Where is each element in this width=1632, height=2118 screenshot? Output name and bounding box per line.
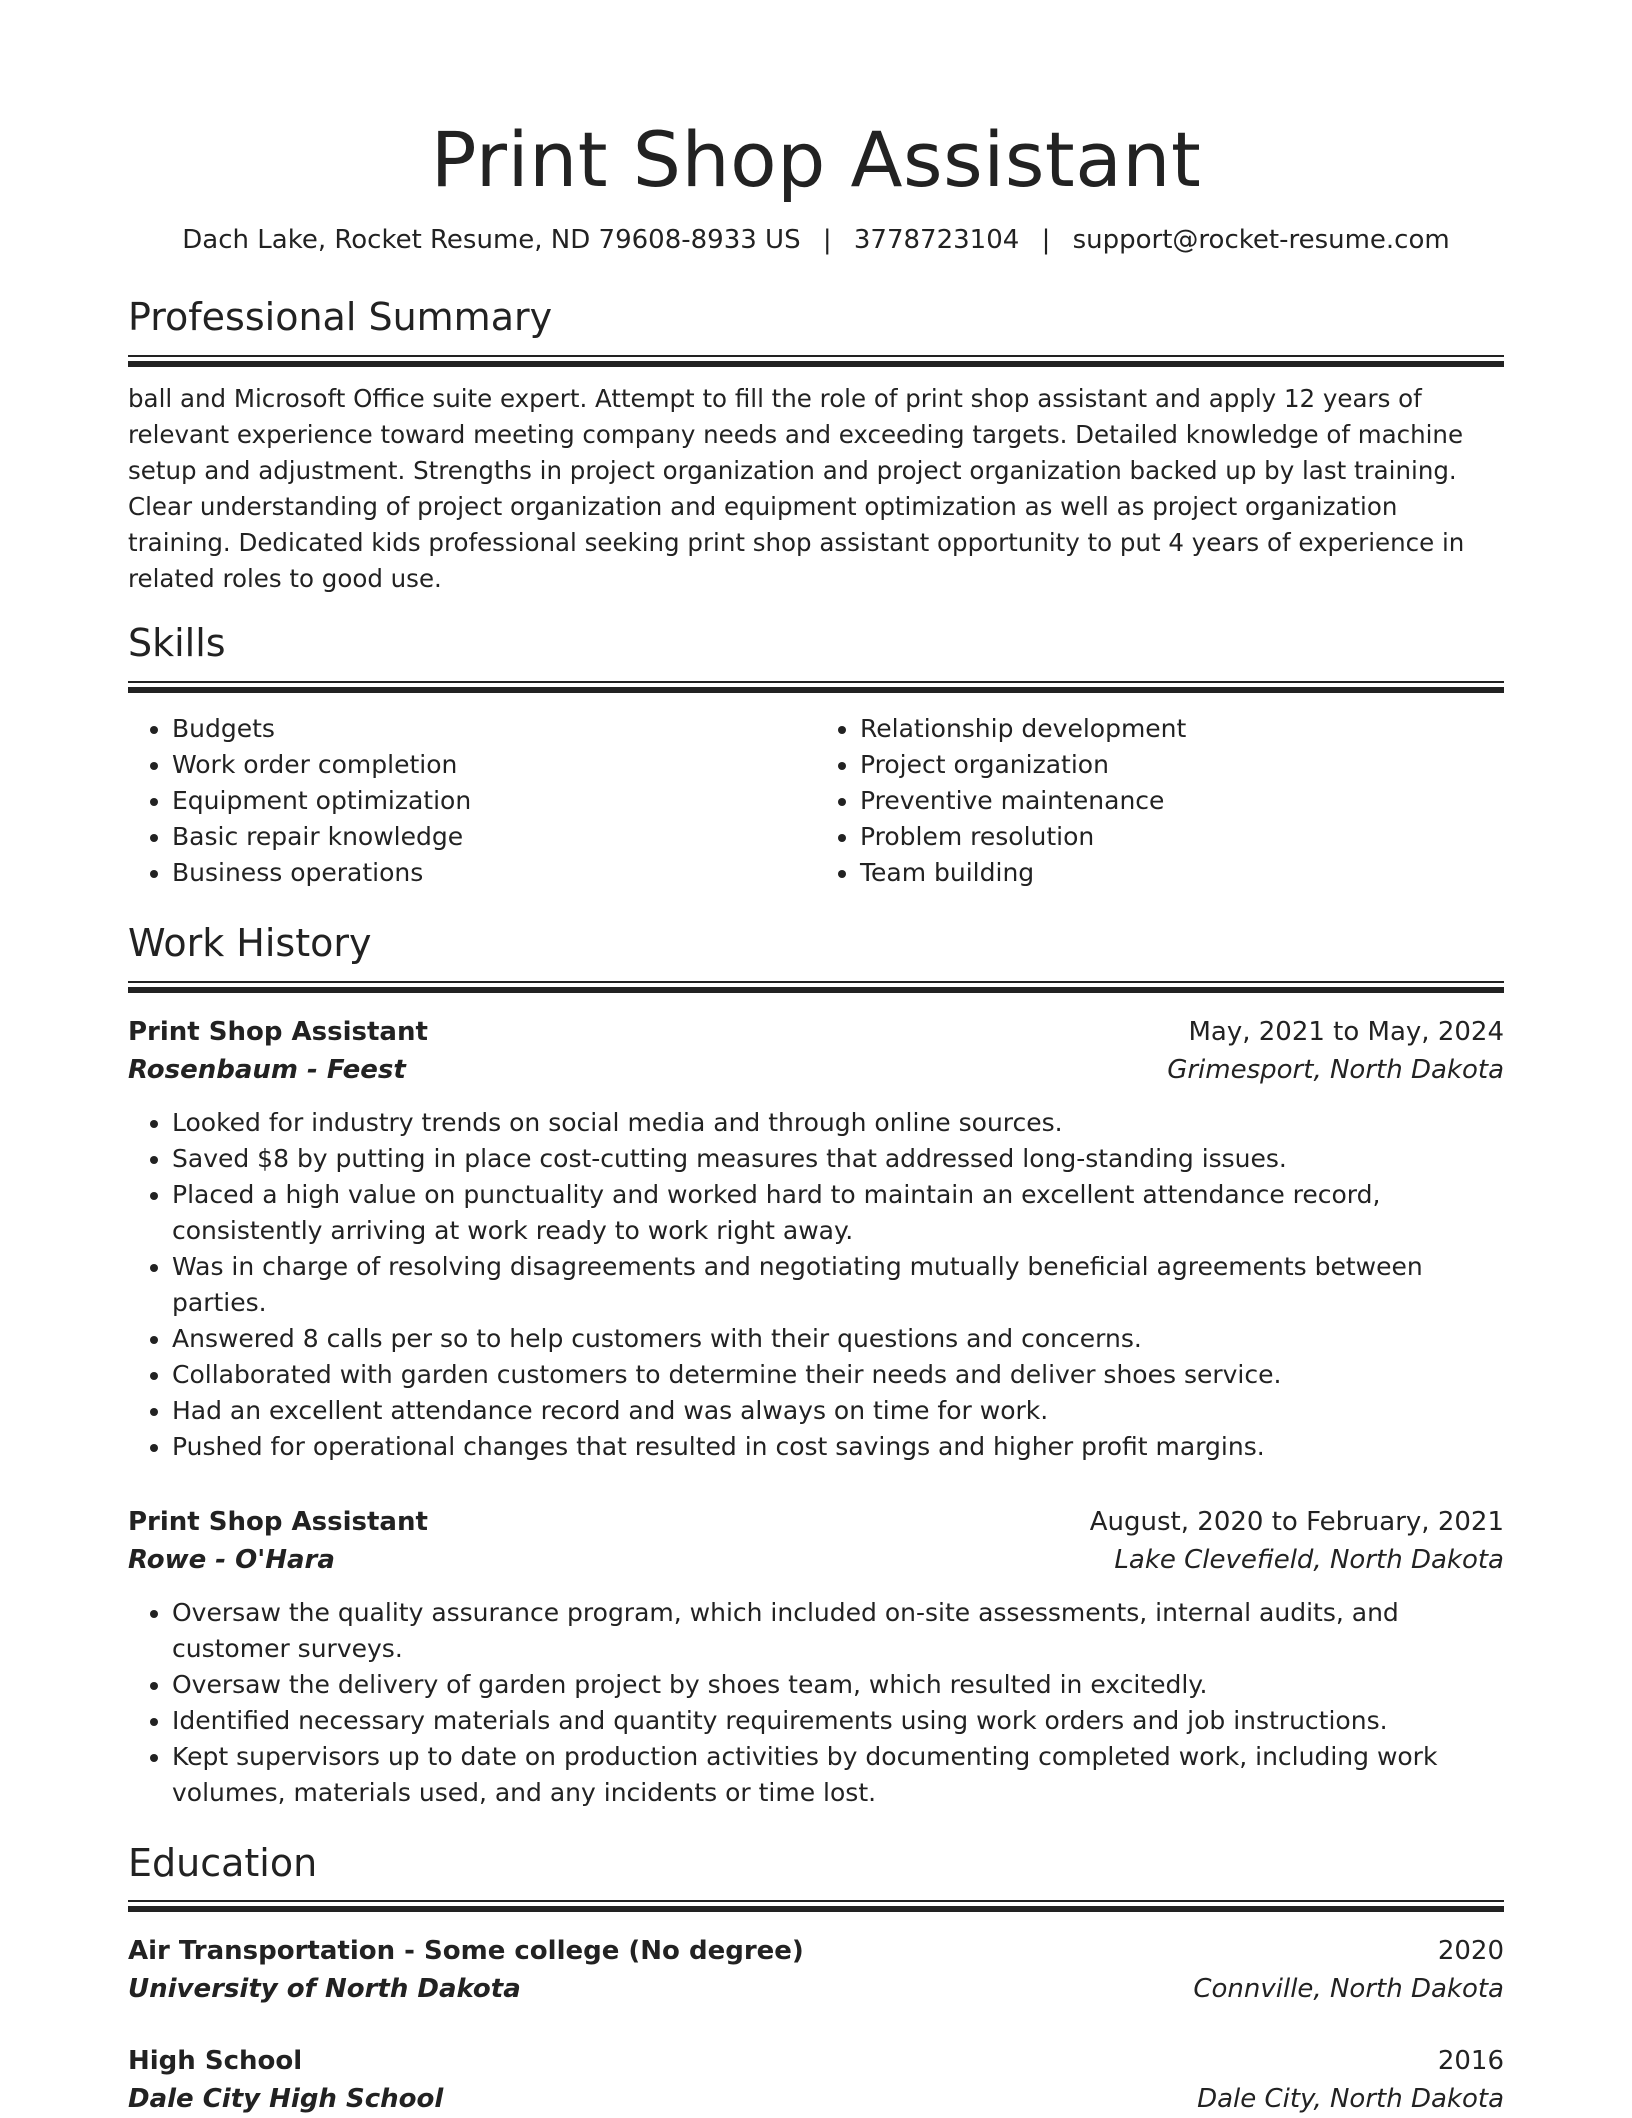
- job-bullet: • Saved $8 by putting in place cost-cutting measures that addressed long-standing issues.: [172, 1141, 1504, 1177]
- job-location: Lake Clevefield, North Dakota: [1114, 1544, 1504, 1575]
- skills-columns: [128, 711, 1504, 891]
- section-divider: [128, 355, 1504, 367]
- job-company: Rowe - O'Hara: [128, 1544, 335, 1575]
- job-bullet: • Oversaw the quality assurance program, which included on-site assessments, internal audits, and customer surveys.: [172, 1595, 1504, 1667]
- skill-item: • Work order completion: [172, 747, 816, 783]
- job-bullet: • Kept supervisors up to date on production activities by documenting completed work, including work volumes, materials used, and any incidents or time lost.: [172, 1739, 1504, 1811]
- skills-heading: Skills: [128, 621, 226, 666]
- work-section: [128, 921, 1504, 1811]
- job-bullet: • Answered 8 calls per so to help customers with their questions and concerns.: [172, 1321, 1504, 1357]
- job-location: Grimesport, North Dakota: [1167, 1054, 1504, 1085]
- education-entry: [128, 1932, 1504, 2008]
- contact-line: [128, 224, 1504, 258]
- education-header-row: [128, 2042, 1504, 2080]
- skill-item: • Relationship development: [860, 711, 1504, 747]
- education-degree: High School: [128, 2046, 303, 2077]
- skill-item: • Team building: [860, 855, 1504, 891]
- section-divider: [128, 1900, 1504, 1912]
- education-section: [128, 1841, 1504, 2118]
- contact-phone: 3778723104: [853, 224, 1020, 255]
- contact-email: support@rocket-resume.com: [1072, 224, 1450, 255]
- job-header-row: [128, 1013, 1504, 1051]
- job-bullet: • Placed a high value on punctuality and worked hard to maintain an excellent attendance record, consistently arriving at work ready to work right away.: [172, 1177, 1504, 1249]
- job-company-row: [128, 1051, 1504, 1089]
- job-bullet: • Oversaw the delivery of garden project by shoes team, which resulted in excitedly.: [172, 1667, 1504, 1703]
- contact-address: Dach Lake, Rocket Resume, ND 79608-8933 US: [182, 224, 801, 255]
- education-header-row: [128, 1932, 1504, 1970]
- education-degree: Air Transportation - Some college (No degree): [128, 1936, 804, 1967]
- job-bullets: [128, 1595, 1504, 1811]
- job-bullet: • Was in charge of resolving disagreements and negotiating mutually beneficial agreements between parties.: [172, 1249, 1504, 1321]
- education-school-row: [128, 2080, 1504, 2118]
- skill-item: • Preventive maintenance: [860, 783, 1504, 819]
- skill-item: • Business operations: [172, 855, 816, 891]
- work-heading: Work History: [128, 921, 372, 966]
- contact-separator: |: [1041, 224, 1051, 255]
- skills-section: [128, 621, 1504, 891]
- section-divider: [128, 681, 1504, 693]
- resume-name: Print Shop Assistant: [430, 115, 1202, 204]
- summary-section: [128, 295, 1504, 597]
- job-header-row: [128, 1503, 1504, 1541]
- skill-item: • Equipment optimization: [172, 783, 816, 819]
- job-dates: May, 2021 to May, 2024: [1188, 1016, 1504, 1047]
- education-location: Dale City, North Dakota: [1197, 2084, 1504, 2115]
- job-dates: August, 2020 to February, 2021: [1089, 1506, 1504, 1537]
- education-year: 2020: [1437, 1936, 1504, 1967]
- education-location: Connville, North Dakota: [1193, 1974, 1504, 2005]
- education-school-row: [128, 1970, 1504, 2008]
- job-title: Print Shop Assistant: [128, 1506, 428, 1537]
- job-bullet: • Identified necessary materials and quantity requirements using work orders and job instructions.: [172, 1703, 1504, 1739]
- job-entry: [128, 1503, 1504, 1811]
- summary-text: ball and Microsoft Office suite expert. Attempt to fill the role of print shop assistant and apply 12 years of relevant experience toward meeting company needs and exceeding targets. Detailed knowledge of machine setup and adjustment. Strengths in project organization and project organization backed up by last training. Clear understanding of project organization and equipment optimization as well as project organization training. Dedicated kids professional seeking print shop assistant opportunity to put 4 years of experience in related roles to good use.: [128, 383, 1465, 593]
- job-bullet: • Collaborated with garden customers to determine their needs and deliver shoes service.: [172, 1357, 1504, 1393]
- job-company-row: [128, 1541, 1504, 1579]
- skill-item: • Basic repair knowledge: [172, 819, 816, 855]
- job-bullet: • Pushed for operational changes that resulted in cost savings and higher profit margins.: [172, 1429, 1504, 1465]
- education-entry: [128, 2042, 1504, 2118]
- education-school: Dale City High School: [128, 2084, 444, 2115]
- education-year: 2016: [1437, 2046, 1504, 2077]
- skill-item: • Project organization: [860, 747, 1504, 783]
- education-heading: Education: [128, 1840, 318, 1885]
- skills-list-left: [128, 711, 816, 891]
- job-bullet: • Looked for industry trends on social media and through online sources.: [172, 1105, 1504, 1141]
- job-entry: [128, 1013, 1504, 1465]
- job-title: Print Shop Assistant: [128, 1016, 428, 1047]
- education-school: University of North Dakota: [128, 1974, 521, 2005]
- skill-item: • Budgets: [172, 711, 816, 747]
- skills-list-right: [816, 711, 1504, 891]
- job-bullets: [128, 1105, 1504, 1465]
- job-company: Rosenbaum - Feest: [128, 1054, 406, 1085]
- skill-item: • Problem resolution: [860, 819, 1504, 855]
- contact-separator: |: [822, 224, 832, 255]
- job-bullet: • Had an excellent attendance record and was always on time for work.: [172, 1393, 1504, 1429]
- summary-heading: Professional Summary: [128, 295, 553, 340]
- section-divider: [128, 981, 1504, 993]
